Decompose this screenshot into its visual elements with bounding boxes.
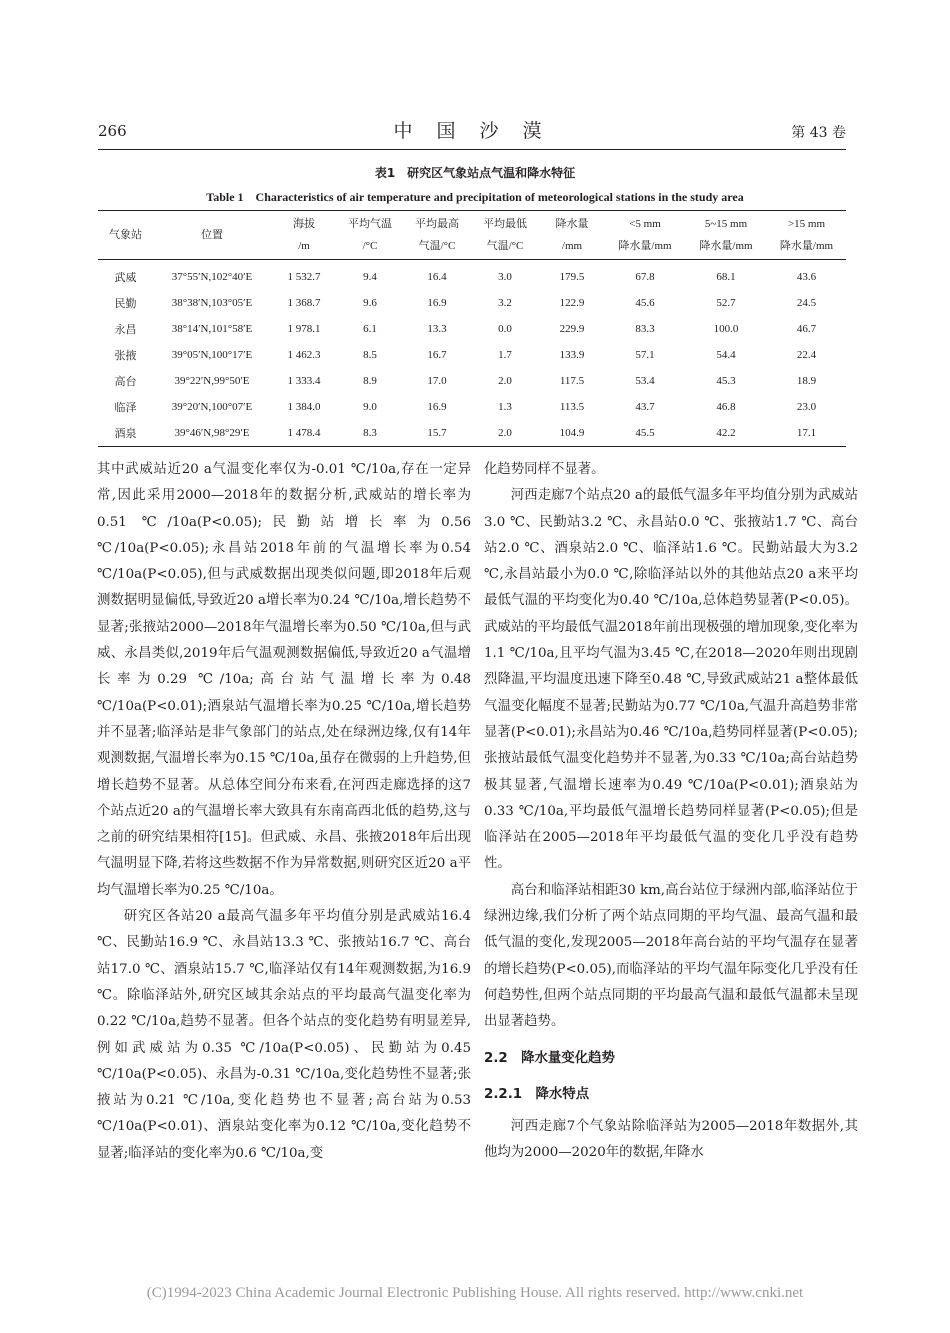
precip-gt15-cell: 43.6 — [796, 271, 817, 283]
precip-5-15-cell: 45.3 — [716, 375, 736, 387]
table-header-row — [98, 211, 846, 260]
table-row — [98, 368, 846, 394]
station-name: 张掖 — [114, 350, 137, 362]
mean-min-temp-cell: 2.0 — [498, 427, 512, 439]
col-header: 平均最高 气温/°C — [415, 218, 459, 252]
station-name: 民勤 — [114, 298, 137, 310]
table-row — [98, 394, 846, 420]
precip-lt5-cell: 45.5 — [635, 427, 655, 439]
mean-min-temp-cell: 1.7 — [498, 349, 512, 361]
table-caption-en: Table 1 Characteristics of air temperature and precipitation of meteorological stations in the study area — [206, 190, 744, 204]
table-row — [98, 342, 846, 368]
table-row — [98, 260, 846, 291]
precip-gt15-cell: 24.5 — [796, 297, 817, 309]
mean-min-temp-cell: 3.0 — [498, 271, 512, 283]
volume-label: 第 43 卷 — [791, 125, 846, 141]
precip-lt5-cell: 57.1 — [635, 349, 655, 361]
page-number: 266 — [98, 122, 127, 140]
paragraph: 化趋势同样不显著。 — [484, 462, 605, 477]
station-location: 38°14′N,101°58′E — [171, 323, 253, 335]
mean-min-temp-cell: 2.0 — [498, 375, 512, 387]
altitude-cell: 1 368.7 — [287, 297, 321, 309]
station-table — [98, 210, 846, 447]
precip-gt15-cell: 46.7 — [796, 323, 817, 335]
col-header: >15 mm 降水量/mm — [779, 218, 834, 252]
mean-min-temp-cell: 1.3 — [498, 401, 512, 413]
paragraph: 高台和临泽站相距30 km,高台站位于绿洲内部,临泽站位于绿洲边缘,我们分析了两个站点同期的平均气温、最高气温和最低气温的变化,发现2005—2018年高台站的平均气温存在显著的增长趋势(P<0.05),而临泽站的平均气温年际变化几乎没有任何趋势性,但两个站点同期的平均最高气温和最低气温都未呈现出显著趋势。 — [484, 882, 858, 1030]
col-header: <5 mm 降水量/mm — [618, 218, 672, 252]
precip-cell: 133.9 — [559, 349, 585, 361]
body-column-right — [484, 457, 858, 1167]
precip-lt5-cell: 53.4 — [635, 375, 655, 387]
mean-max-temp-cell: 16.9 — [427, 401, 447, 413]
table-caption-cn: 表1 研究区气象站点气温和降水特征 — [374, 166, 576, 180]
precip-cell: 104.9 — [559, 427, 585, 439]
mean-max-temp-cell: 16.4 — [427, 271, 447, 283]
precip-gt15-cell: 18.9 — [796, 375, 817, 387]
station-location: 39°05′N,100°17′E — [171, 349, 253, 361]
col-header: 海拔 /m — [293, 218, 315, 252]
mean-temp-cell: 9.4 — [363, 271, 377, 283]
col-header: 平均气温 /°C — [348, 218, 392, 252]
precip-cell: 179.5 — [559, 271, 585, 283]
precip-5-15-cell: 68.1 — [716, 271, 736, 283]
precip-cell: 113.5 — [559, 401, 585, 413]
body-column-left — [97, 457, 471, 1167]
precip-5-15-cell: 52.7 — [716, 297, 736, 309]
col-header: 降水量 /mm — [555, 218, 589, 252]
precip-lt5-cell: 83.3 — [635, 323, 655, 335]
station-name: 永昌 — [114, 324, 137, 336]
precip-gt15-cell: 17.1 — [796, 427, 817, 439]
station-name: 武威 — [114, 272, 137, 284]
subsection-heading: 2.2.1 降水特点 — [484, 1086, 590, 1102]
mean-min-temp-cell: 0.0 — [498, 323, 512, 335]
precip-5-15-cell: 54.4 — [716, 349, 736, 361]
mean-temp-cell: 9.6 — [363, 297, 377, 309]
station-location: 37°55′N,102°40′E — [171, 271, 253, 283]
paragraph: 河西走廊7个气象站除临泽站为2005—2018年数据外,其他均为2000—2020年的数据,年降水 — [484, 1119, 858, 1161]
station-location: 38°38′N,103°05′E — [171, 297, 253, 309]
page-header — [98, 116, 846, 148]
altitude-cell: 1 462.3 — [287, 349, 321, 361]
precip-gt15-cell: 22.4 — [796, 349, 817, 361]
station-location: 39°22′N,99°50′E — [174, 375, 250, 387]
altitude-cell: 1 333.4 — [287, 375, 321, 387]
precip-gt15-cell: 23.0 — [796, 401, 817, 413]
paragraph: 河西走廊7个站点20 a的最低气温多年平均值分别为武威站3.0 ℃、民勤站3.2 ℃、永昌站0.0 ℃、张掖站1.7 ℃、高台站2.0 ℃、酒泉站2.0 ℃、临泽站1.6 ℃。民勤站最大为3.2 ℃,永昌站最小为0.0 ℃,除临泽站以外的其他站点20 a来平均最低气温的平均变化为0.40 ℃/10a,总体趋势显著(P<0.05)。武威站的平均最低气温2018年前出现极强的增加现象,变化率为1.1 ℃/10a,且平均气温为3.45 ℃,在2018—2020年则出现剧烈降温,平均温度迅速下降至0.48 ℃,导致武威站21 a整体最低气温变化幅度不显著;民勤站为0.77 ℃/10a,气温升高趋势非常显著(P<0.01);永昌站为0.46 ℃/10a,趋势同样显著(P<0.05);张掖站最低气温变化趋势并不显著,为0.33 ℃/10a;高台站趋势极其显著,气温增长速率为0.49 ℃/10a(P<0.01);酒泉站为0.33 ℃/10a,平均最低气温增长趋势同样显著(P<0.05);但是临泽站在2005—2018年平均最低气温的变化几乎没有趋势性。 — [484, 488, 858, 872]
precip-5-15-cell: 100.0 — [713, 323, 739, 335]
paragraph: 其中武威站近20 a气温变化率仅为-0.01 ℃/10a,存在一定异常,因此采用2000—2018年的数据分析,武威站的增长率为0.51 ℃/10a(P<0.05);民勤站增长率为0.56 ℃/10a(P<0.05);永昌站2018年前的气温增长率为0.54 ℃/10a(P<0.05),但与武威数据出现类似问题,即2018年后观测数据明显偏低,导致近20 a增长率为0.24 ℃/10a,增长趋势不显著;张掖站2000—2018年气温增长率为0.50 ℃/10a,但与武威、永昌类似,2019年后气温观测数据偏低,导致近20 a气温增长率为0.29 ℃/10a;高台站气温增长率为0.48 ℃/10a(P<0.01);酒泉站气温增长率为0.25 ℃/10a,增长趋势并不显著;临泽站是非气象部门的站点,处在绿洲边缘,仅有14年观测数据,气温增长率为0.15 ℃/10a,虽存在微弱的上升趋势,但增长趋势不显著。从总体空间分布来看,在河西走廊选择的这7个站点近20 a的气温增长率大致具有东南高西北低的趋势,这与之前的研究结果相符[15]。但武威、永昌、张掖2018年后出现气温明显下降,若将这些数据不作为异常数据,则研究区近20 a平均气温增长率为0.25 ℃/10a。 — [97, 462, 471, 898]
mean-max-temp-cell: 15.7 — [427, 427, 447, 439]
precip-cell: 229.9 — [559, 323, 585, 335]
mean-max-temp-cell: 17.0 — [427, 375, 447, 387]
mean-temp-cell: 6.1 — [363, 323, 377, 335]
station-location: 39°20′N,100°07′E — [171, 401, 253, 413]
altitude-cell: 1 978.1 — [287, 323, 321, 335]
copyright-footer: (C)1994-2023 China Academic Journal Electronic Publishing House. All rights reserved. http://www.cnki.net — [146, 1285, 804, 1301]
altitude-cell: 1 478.4 — [287, 427, 321, 439]
table-row — [98, 420, 846, 447]
col-header: 5~15 mm 降水量/mm — [699, 218, 753, 252]
mean-max-temp-cell: 16.7 — [427, 349, 447, 361]
section-heading: 2.2 降水量变化趋势 — [484, 1050, 615, 1066]
journal-title: 中 国 沙 漠 — [393, 120, 551, 142]
station-name: 酒泉 — [114, 428, 137, 440]
paragraph: 研究区各站20 a最高气温多年平均值分别是武威站16.4 ℃、民勤站16.9 ℃、永昌站13.3 ℃、张掖站16.7 ℃、高台站17.0 ℃、酒泉站15.7 ℃,临泽站仅有14年观测数据,为16.9 ℃。除临泽站外,研究区域其余站点的平均最高气温变化率为0.22 ℃/10a,趋势不显著。但各个站点的变化趋势有明显差异,例如武威站为0.35 ℃/10a(P<0.05)、民勤站为0.45 ℃/10a(P<0.05)、永昌为-0.31 ℃/10a,变化趋势性不显著;张掖站为0.21 ℃/10a,变化趋势也不显著;高台站为0.53 ℃/10a(P<0.01)、酒泉站变化率为0.12 ℃/10a,变化趋势不显著;临泽站的变化率为0.6 ℃/10a,变 — [97, 909, 471, 1161]
mean-max-temp-cell: 16.9 — [427, 297, 447, 309]
header-rule — [98, 149, 846, 150]
precip-cell: 122.9 — [559, 297, 585, 309]
mean-temp-cell: 8.3 — [363, 427, 377, 439]
mean-min-temp-cell: 3.2 — [498, 297, 512, 309]
precip-lt5-cell: 43.7 — [635, 401, 655, 413]
col-header: 平均最低 气温/°C — [483, 218, 527, 252]
table-row — [98, 290, 846, 316]
altitude-cell: 1 384.0 — [287, 401, 321, 413]
precip-5-15-cell: 42.2 — [716, 427, 736, 439]
mean-temp-cell: 8.5 — [363, 349, 377, 361]
station-location: 39°46′N,98°29′E — [174, 427, 250, 439]
table-row — [98, 316, 846, 342]
col-header: 位置 — [201, 229, 223, 241]
precip-cell: 117.5 — [559, 375, 585, 387]
station-name: 临泽 — [114, 402, 137, 414]
mean-max-temp-cell: 13.3 — [427, 323, 447, 335]
mean-temp-cell: 8.9 — [363, 375, 377, 387]
precip-lt5-cell: 45.6 — [635, 297, 655, 309]
station-name: 高台 — [114, 376, 137, 388]
col-header: 气象站 — [109, 229, 142, 241]
altitude-cell: 1 532.7 — [287, 271, 321, 283]
precip-5-15-cell: 46.8 — [716, 401, 736, 413]
precip-lt5-cell: 67.8 — [635, 271, 655, 283]
mean-temp-cell: 9.0 — [363, 401, 377, 413]
